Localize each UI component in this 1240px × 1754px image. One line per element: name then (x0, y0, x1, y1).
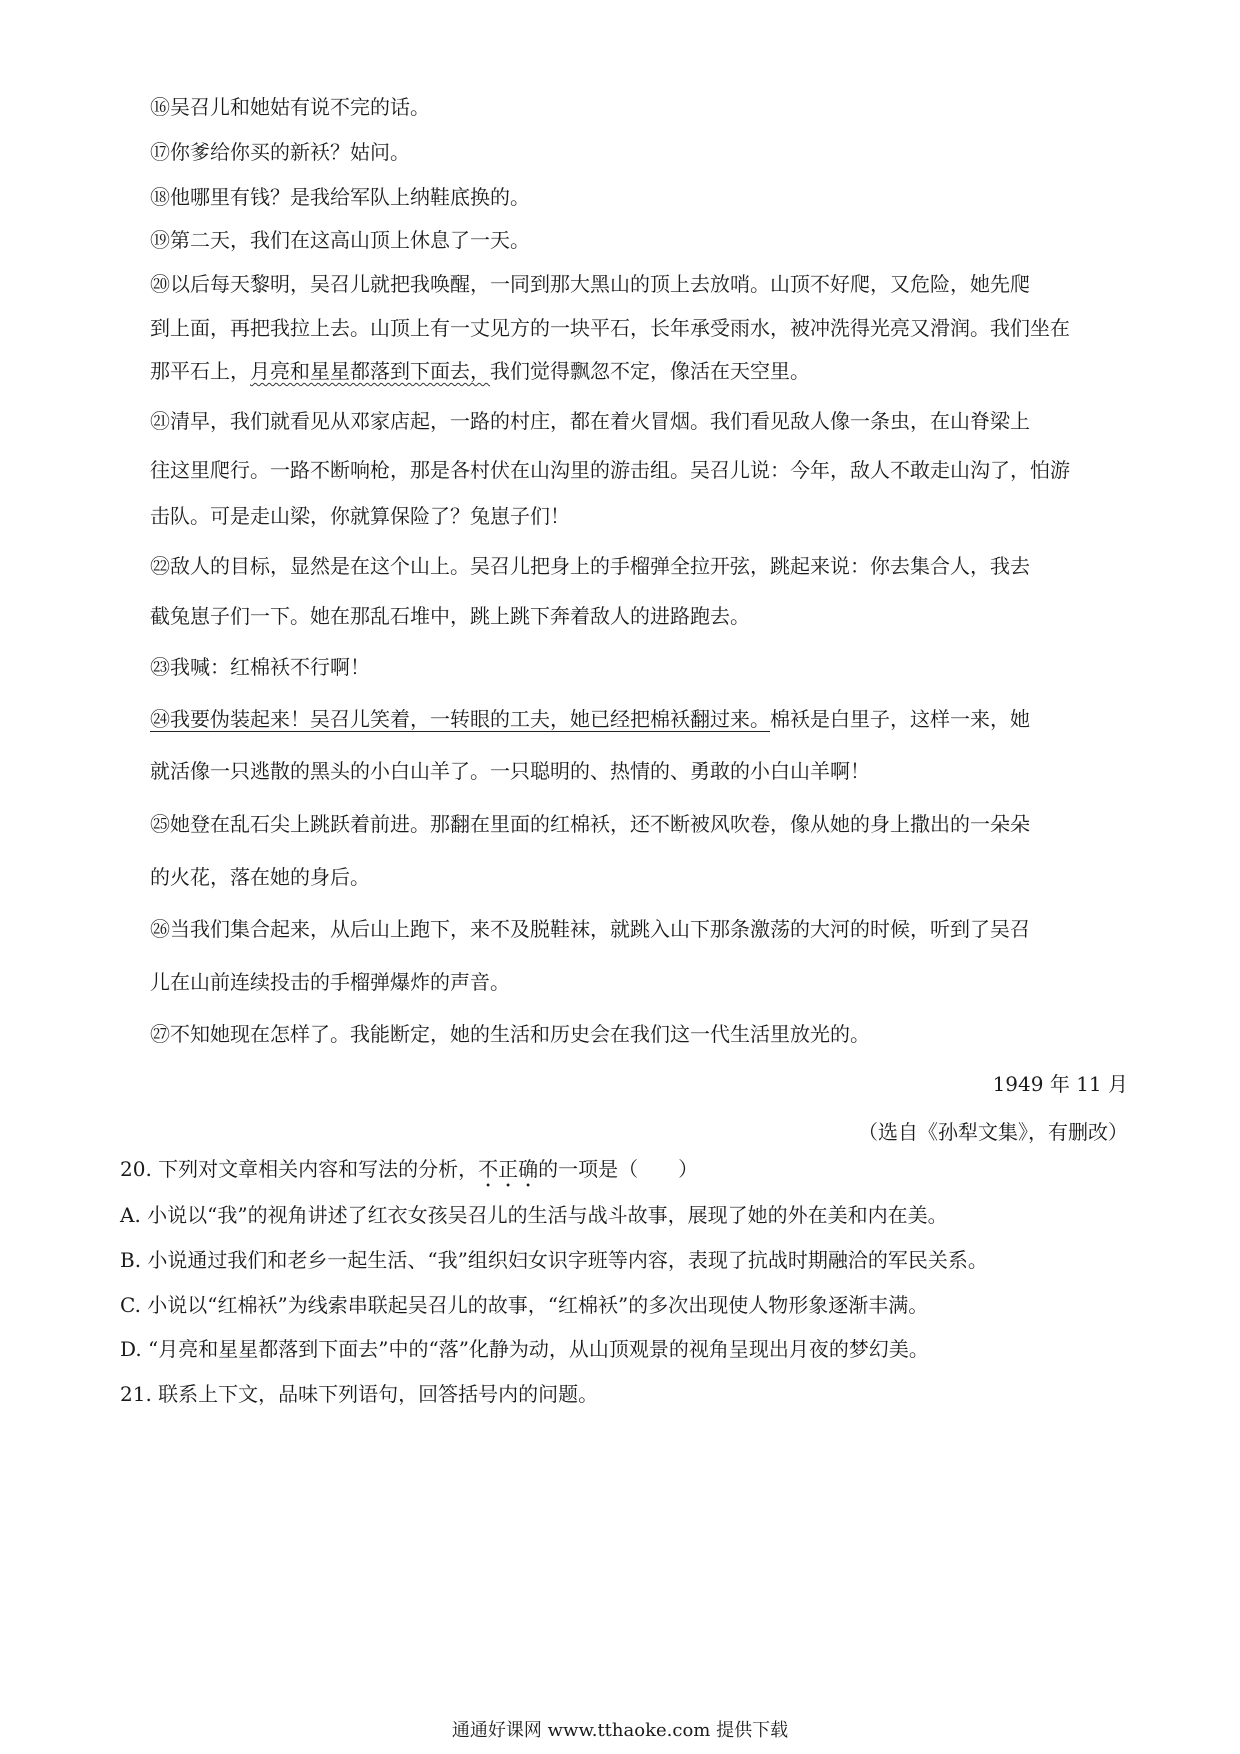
paragraph-22-line-1: ㉒敌人的目标，显然是在这个山上。吴召儿把身上的手榴弹全拉开弦，跳起来说：你去集合人，我去 (150, 554, 1030, 578)
question-20-suffix: 的一项是（ ） (538, 1157, 699, 1181)
footer-credit: 通通好课网 www.tthaoke.com 提供下载 (451, 1720, 789, 1741)
paragraph-24-line-2: 就活像一只逃散的黑头的小白山羊了。一只聪明的、热情的、勇敢的小白山羊啊！ (150, 759, 870, 783)
paragraph-26-line-1: ㉖当我们集合起来，从后山上跑下，来不及脱鞋袜，就跳入山下那条激荡的大河的时候，听到了吴召 (150, 917, 1030, 941)
option-d: D. “月亮和星星都落到下面去”中的“落”化静为动，从山顶观景的视角呈现出月夜的梦幻美。 (120, 1337, 929, 1361)
paragraph-17: ⑰你爹给你买的新袄？姑问。 (150, 140, 410, 164)
paragraph-20-text-a: 那平石上， (150, 359, 250, 383)
question-21: 21. 联系上下文，品味下列语句，回答括号内的问题。 (120, 1382, 599, 1406)
paragraph-23: ㉓我喊：红棉袄不行啊！ (150, 655, 370, 679)
underlined-sentence: ㉔我要伪装起来！吴召儿笑着，一转眼的工夫，她已经把棉袄翻过来。 (150, 707, 770, 731)
date-line: 1949 年 11 月 (992, 1072, 1128, 1096)
paragraph-27: ㉗不知她现在怎样了。我能断定，她的生活和历史会在我们这一代生活里放光的。 (150, 1022, 870, 1046)
paragraph-20-line-2: 到上面，再把我拉上去。山顶上有一丈见方的一块平石，长年承受雨水，被冲洗得光亮又滑润。我们坐在 (150, 316, 1070, 340)
paragraph-22-line-2: 截兔崽子们一下。她在那乱石堆中，跳上跳下奔着敌人的进路跑去。 (150, 604, 750, 628)
question-20-emphasis: 不正确 (478, 1157, 539, 1181)
option-a: A. 小说以“我”的视角讲述了红衣女孩吴召儿的生活与战斗故事，展现了她的外在美和内在美。 (120, 1203, 948, 1227)
wavy-underlined-sentence: 月亮和星星都落到下面去， (250, 359, 490, 383)
paragraph-26-line-2: 儿在山前连续投击的手榴弹爆炸的声音。 (150, 970, 510, 994)
paragraph-21-line-2: 往这里爬行。一路不断响枪，那是各村伏在山沟里的游击组。吴召儿说：今年，敌人不敢走山沟了，怕游 (150, 458, 1070, 482)
paragraph-19: ⑲第二天，我们在这高山顶上休息了一天。 (150, 228, 530, 252)
paragraph-20-text-c: 我们觉得飘忽不定，像活在天空里。 (490, 359, 810, 383)
paragraph-24-line-1 (150, 709, 1130, 729)
paragraph-16: ⑯吴召儿和她姑有说不完的话。 (150, 95, 430, 119)
paragraph-20-line-1: ⑳以后每天黎明，吴召儿就把我唤醒，一同到那大黑山的顶上去放哨。山顶不好爬，又危险，她先爬 (150, 272, 1030, 296)
paragraph-21-line-1: ㉑清早，我们就看见从邓家店起，一路的村庄，都在着火冒烟。我们看见敌人像一条虫，在山脊梁上 (150, 409, 1030, 433)
paragraph-24-text-b: 棉袄是白里子，这样一来，她 (770, 707, 1030, 731)
option-b: B. 小说通过我们和老乡一起生活、“我”组织妇女识字班等内容，表现了抗战时期融洽的军民关系。 (120, 1248, 988, 1272)
question-20 (120, 1157, 1100, 1192)
paragraph-25-line-1: ㉕她登在乱石尖上跳跃着前进。那翻在里面的红棉袄，还不断被风吹卷，像从她的身上撒出的一朵朵 (150, 812, 1030, 836)
paragraph-18: ⑱他哪里有钱？是我给军队上纳鞋底换的。 (150, 185, 530, 209)
paragraph-20-line-3 (150, 361, 1130, 381)
source-citation: （选自《孙犁文集》，有删改） (858, 1120, 1128, 1144)
question-20-prefix: 20. 下列对文章相关内容和写法的分析， (120, 1157, 479, 1181)
paragraph-25-line-2: 的火花，落在她的身后。 (150, 865, 370, 889)
option-c: C. 小说以“红棉袄”为线索串联起吴召儿的故事，“红棉袄”的多次出现使人物形象逐渐丰满。 (120, 1293, 929, 1317)
paragraph-21-line-3: 击队。可是走山梁，你就算保险了？兔崽子们！ (150, 504, 570, 528)
